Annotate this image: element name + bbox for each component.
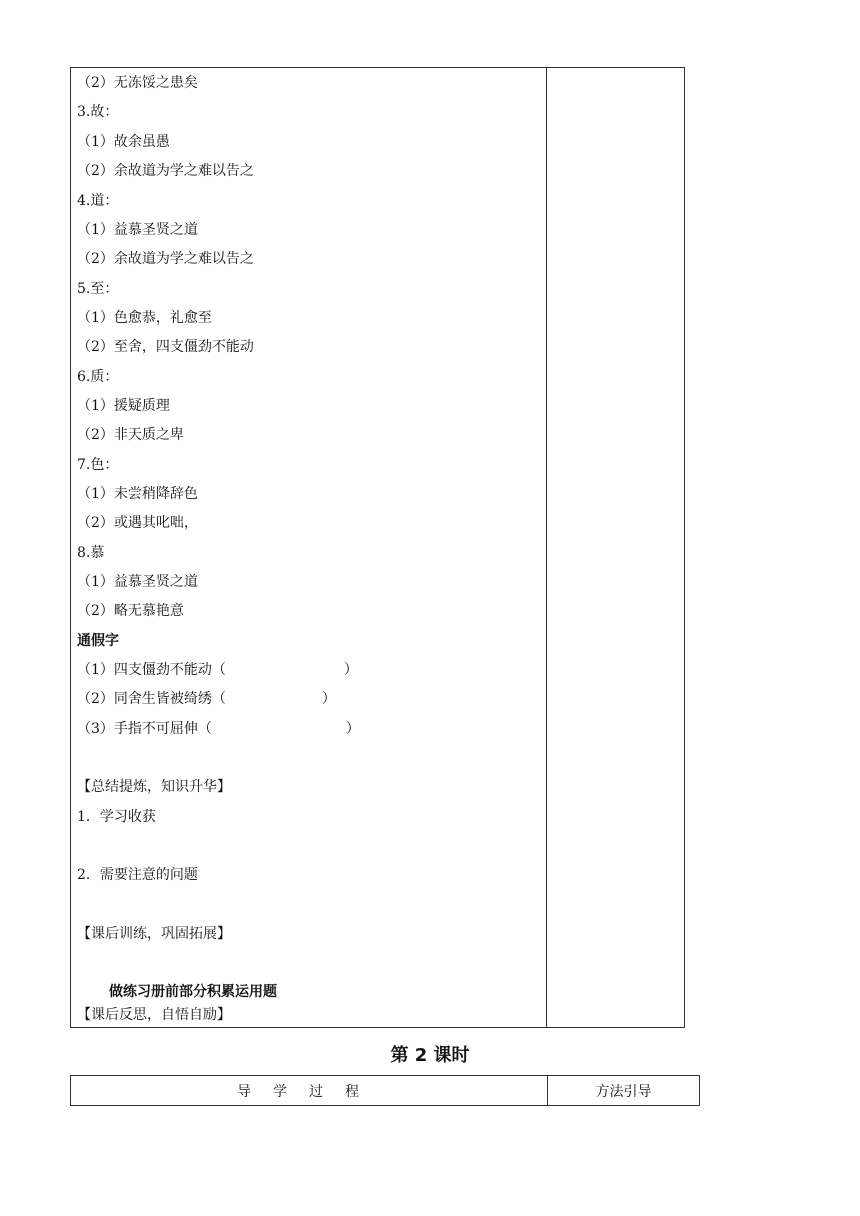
col-header-method: 方法引导 [595,1083,652,1100]
text-line: （1）未尝稍降辞色 [77,486,198,502]
study-content-column [71,68,547,1027]
text-line: （1）故余虽愚 [77,134,170,150]
text-line: （2）无冻馁之患矣 [77,75,198,91]
text-line: 6.质： [77,369,119,385]
tongjiazi-item: （3）手指不可屈伸（ ） [77,721,360,737]
summary-item: 1．学习收获 [77,809,156,825]
summary-heading: 【总结提炼，知识升华】 [77,779,231,795]
lesson2-title: 第 2 课时 [390,1045,470,1066]
text-line: （2）余故道为学之难以告之 [77,251,254,267]
text-line: （1）援疑质理 [77,398,170,414]
col-header-process: 导学过程 [71,1076,548,1105]
method-guide-column [547,68,684,1027]
text-line: 4.道： [77,193,119,209]
text-line: （1）色愈恭，礼愈至 [77,310,212,326]
text-line: （2）余故道为学之难以告之 [77,163,254,179]
lesson2-table-header [70,1075,700,1106]
text-line: 7.色： [77,457,119,473]
homework-task: 做练习册前部分积累运用题 [109,984,277,1000]
text-line: （2）或遇其叱咄， [77,515,198,531]
homework-heading: 【课后训练，巩固拓展】 [77,926,231,942]
text-line: （1）益慕圣贤之道 [77,574,198,590]
tongjiazi-item: （1）四支僵劲不能动（ ） [77,662,358,678]
text-line: （1）益慕圣贤之道 [77,222,198,238]
study-table [70,67,685,1028]
reflection-heading: 【课后反思，自悟自励】 [77,1007,231,1023]
text-line: 8.慕 [77,545,105,561]
text-line: （2）至舍，四支僵劲不能动 [77,339,254,355]
tongjiazi-item: （2）同舍生皆被绮绣（ ） [77,691,336,707]
text-line: （2）略无慕艳意 [77,603,184,619]
text-line: 3.故： [77,104,119,120]
text-line: （2）非天质之卑 [77,427,184,443]
text-line: 5.至： [77,281,119,297]
summary-item: 2．需要注意的问题 [77,867,198,883]
tongjiazi-heading: 通假字 [77,633,119,649]
